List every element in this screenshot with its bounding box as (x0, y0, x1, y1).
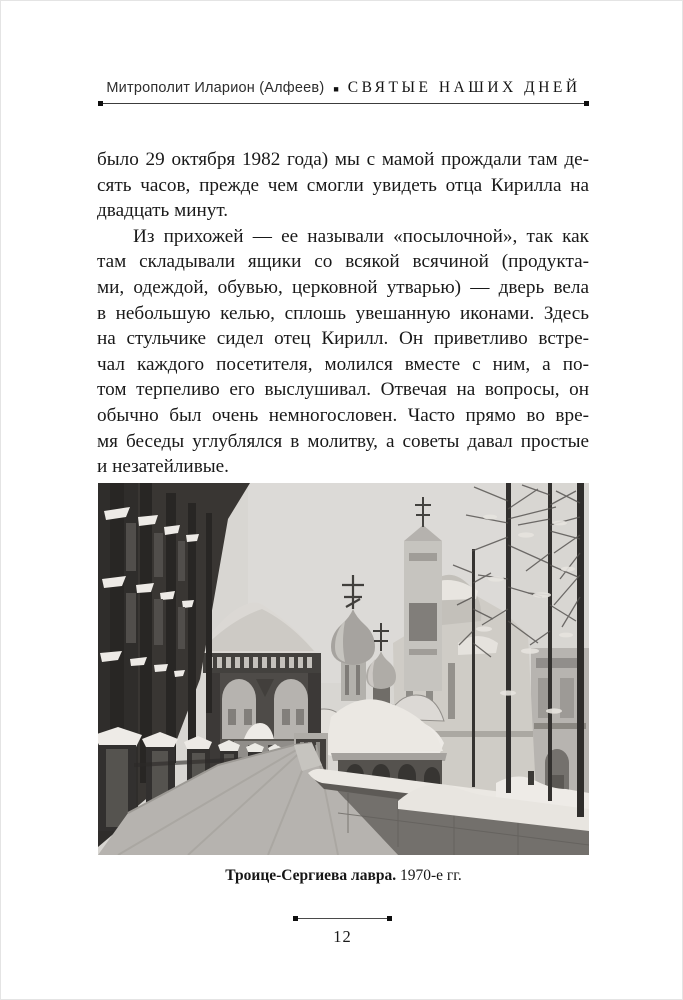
text-line: и незатейливые. (97, 456, 229, 478)
text-line: мя беседы углублялся в молитву, а советы давал простые (97, 430, 589, 452)
page-number: 12 (333, 927, 352, 946)
header-rule (98, 103, 589, 104)
text-line: ми, одеждой, обувью, церковной утварью) — дверь вела (97, 276, 589, 298)
paragraph (97, 224, 589, 480)
header-book-title: СВЯТЫЕ НАШИХ ДНЕЙ (347, 79, 581, 96)
caption-date: 1970-е гг. (399, 867, 462, 884)
figure-photo (98, 483, 589, 855)
paragraph (97, 147, 589, 224)
photo-caption (98, 867, 589, 885)
body-text (97, 147, 589, 480)
running-header (98, 77, 589, 99)
text-line: чал каждого посетителя, молился вместе с ним, а по- (97, 353, 589, 375)
text-line: сять часов, прежде чем смогли увидеть отца Кирилла на (97, 174, 589, 196)
text-line: двадцать минут. (97, 200, 229, 222)
header-author: Митрополит Иларион (Алфеев) (106, 80, 325, 96)
text-line: обычно был очень немногословен. Часто прямо во вре- (97, 404, 589, 426)
separator-square-icon: ■ (333, 83, 339, 94)
text-line: Из прихожей — ее называли «посылочной», так как (133, 225, 589, 247)
text-line: на стульчике сидел отец Кирилл. Он приветливо встре- (97, 328, 589, 350)
text-line: там складывали ящики со всякой всячиной (продукта- (97, 251, 589, 273)
text-line: том терпеливо его выслушивал. Отвечая на вопросы, он (97, 379, 589, 401)
footer-rule (293, 918, 392, 919)
text-line: в небольшую келью, сплошь увешанную иконами. Здесь (97, 302, 589, 324)
photo-trinity-lavra (98, 483, 589, 855)
text-line: было 29 октября 1982 года) мы с мамой прождали там де- (97, 149, 589, 170)
caption-title: Троице-Сергиева лавра. (225, 867, 397, 884)
